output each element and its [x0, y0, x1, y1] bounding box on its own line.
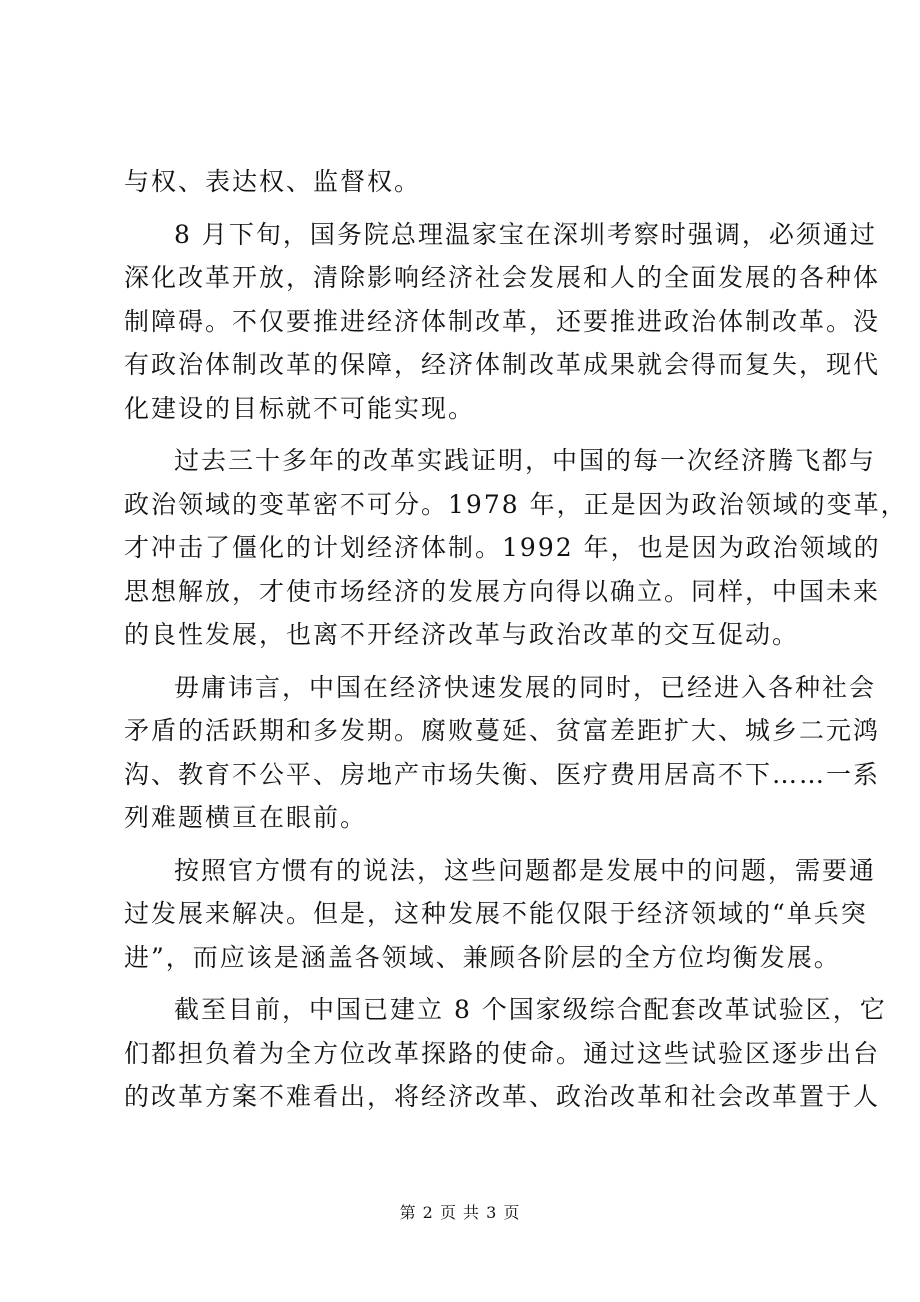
text-line: 沟、教育不公平、房地产市场失衡、医疗费用居高不下……一系 [124, 759, 881, 789]
text-line: 矛盾的活跃期和多发期。腐败蔓延、贫富差距扩大、城乡二元鸿 [124, 716, 881, 745]
text-line: 深化改革开放，清除影响经济社会发展和人的全面发展的各种体 [124, 263, 881, 292]
text-line: 化建设的目标就不可能实现。 [124, 393, 476, 423]
text-line: 的改革方案不难看出，将经济改革、政治改革和社会改革置于人 [124, 1082, 881, 1111]
text-line: 政治领域的变革密不可分。1978 年，正是因为政治领域的变革， [124, 489, 908, 519]
text-line: 才冲击了僵化的计划经济体制。1992 年，也是因为政治领域的 [124, 533, 881, 562]
text-line: 列难题横亘在眼前。 [124, 803, 368, 832]
text-line: 进”，而应该是涵盖各领域、兼顾各阶层的全方位均衡发展。 [124, 942, 841, 972]
text-line: 的良性发展，也离不开经济改革与政治改革的交互促动。 [124, 620, 800, 649]
text-line: 思想解放，才使市场经济的发展方向得以确立。同样，中国未来 [124, 576, 881, 606]
text-line: 毋庸讳言，中国在经济快速发展的同时，已经进入各种社会 [174, 672, 877, 702]
text-line: 按照官方惯有的说法，这些问题都是发展中的问题，需要通 [174, 855, 877, 885]
text-line: 8 月下旬，国务院总理温家宝在深圳考察时强调，必须通过 [174, 219, 877, 249]
text-line: 截至目前，中国已建立 8 个国家级综合配套改革试验区，它 [174, 995, 887, 1024]
text-line: 过去三十多年的改革实践证明，中国的每一次经济腾飞都与 [174, 446, 877, 475]
document-body [124, 160, 908, 1119]
text-line: 有政治体制改革的保障，经济体制改革成果就会得而复失，现代 [124, 350, 881, 379]
text-line: 们都担负着为全方位改革探路的使命。通过这些试验区逐步出台 [124, 1038, 881, 1068]
text-line: 过发展来解决。但是，这种发展不能仅限于经济领域的“单兵突 [124, 899, 868, 928]
page-footer: 第 2 页 共 3 页 [399, 1203, 521, 1222]
text-line: 制障碍。不仅要推进经济体制改革，还要推进政治体制改革。没 [124, 306, 881, 336]
text-line: 与权、表达权、监督权。 [124, 167, 422, 196]
